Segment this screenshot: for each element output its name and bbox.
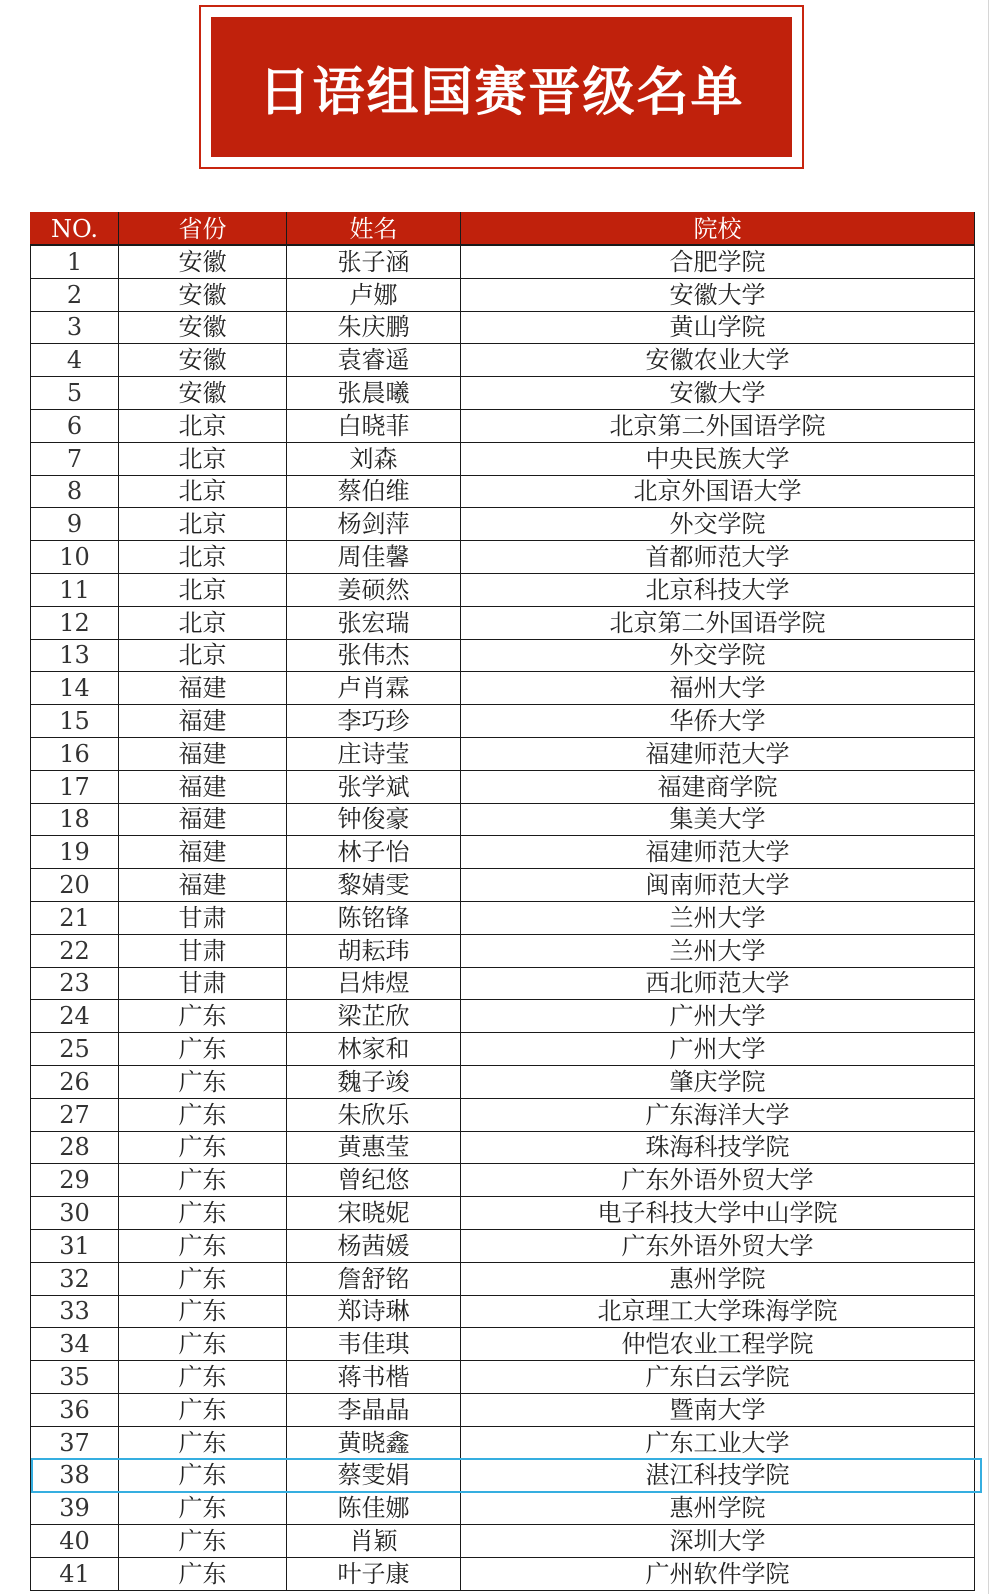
- table-header-row: [31, 213, 975, 246]
- row-school: 福建师范大学: [461, 836, 975, 869]
- row-name: 杨剑萍: [287, 508, 461, 541]
- row-number: 27: [31, 1098, 119, 1131]
- row-number: 17: [31, 770, 119, 803]
- row-number: 4: [31, 344, 119, 377]
- table-row: [31, 1525, 975, 1558]
- table-row: [31, 737, 975, 770]
- table-row: [31, 934, 975, 967]
- table-row: [31, 1295, 975, 1328]
- table-row: [31, 1197, 975, 1230]
- table-row: [31, 1033, 975, 1066]
- row-name: 曾纪悠: [287, 1164, 461, 1197]
- row-name: 朱庆鹏: [287, 311, 461, 344]
- row-province: 北京: [119, 409, 287, 442]
- page-edge-line: [988, 0, 989, 1594]
- row-province: 福建: [119, 737, 287, 770]
- table-row: [31, 278, 975, 311]
- row-name: 林子怡: [287, 836, 461, 869]
- row-name: 刘森: [287, 442, 461, 475]
- row-province: 安徽: [119, 311, 287, 344]
- row-school: 电子科技大学中山学院: [461, 1197, 975, 1230]
- row-name: 周佳馨: [287, 541, 461, 574]
- row-school: 福州大学: [461, 672, 975, 705]
- row-province: 广东: [119, 1229, 287, 1262]
- row-province: 广东: [119, 1393, 287, 1426]
- row-name: 李巧珍: [287, 705, 461, 738]
- row-name: 宋晓妮: [287, 1197, 461, 1230]
- row-number: 19: [31, 836, 119, 869]
- row-province: 安徽: [119, 278, 287, 311]
- table-row: [31, 573, 975, 606]
- table-row: [31, 508, 975, 541]
- row-name: 张伟杰: [287, 639, 461, 672]
- row-school: 湛江科技学院: [461, 1459, 975, 1492]
- row-name: 张子涵: [287, 245, 461, 278]
- row-school: 惠州学院: [461, 1262, 975, 1295]
- row-number: 6: [31, 409, 119, 442]
- row-number: 40: [31, 1525, 119, 1558]
- table-row: [31, 1426, 975, 1459]
- advancement-table: [30, 212, 975, 1591]
- row-number: 16: [31, 737, 119, 770]
- table-row: [31, 1459, 975, 1492]
- row-province: 广东: [119, 1131, 287, 1164]
- table-row: [31, 1361, 975, 1394]
- row-number: 32: [31, 1262, 119, 1295]
- row-name: 卢娜: [287, 278, 461, 311]
- row-province: 福建: [119, 836, 287, 869]
- row-number: 34: [31, 1328, 119, 1361]
- row-name: 郑诗琳: [287, 1295, 461, 1328]
- title-banner-fill: [211, 17, 792, 157]
- row-number: 38: [31, 1459, 119, 1492]
- row-number: 35: [31, 1361, 119, 1394]
- row-name: 姜硕然: [287, 573, 461, 606]
- table-row: [31, 1131, 975, 1164]
- table-row: [31, 869, 975, 902]
- row-name: 蒋书楷: [287, 1361, 461, 1394]
- row-school: 安徽农业大学: [461, 344, 975, 377]
- row-school: 暨南大学: [461, 1393, 975, 1426]
- row-school: 广州大学: [461, 1000, 975, 1033]
- row-province: 安徽: [119, 344, 287, 377]
- row-province: 广东: [119, 1000, 287, 1033]
- table-row: [31, 541, 975, 574]
- table-body: [31, 245, 975, 1590]
- row-name: 肖颖: [287, 1525, 461, 1558]
- row-school: 深圳大学: [461, 1525, 975, 1558]
- row-province: 广东: [119, 1426, 287, 1459]
- row-province: 甘肃: [119, 967, 287, 1000]
- table-row: [31, 639, 975, 672]
- row-school: 西北师范大学: [461, 967, 975, 1000]
- row-number: 28: [31, 1131, 119, 1164]
- row-number: 39: [31, 1492, 119, 1525]
- row-number: 12: [31, 606, 119, 639]
- row-number: 15: [31, 705, 119, 738]
- row-province: 北京: [119, 541, 287, 574]
- row-province: 北京: [119, 639, 287, 672]
- row-number: 9: [31, 508, 119, 541]
- row-name: 蔡伯维: [287, 475, 461, 508]
- row-number: 37: [31, 1426, 119, 1459]
- row-name: 黄晓鑫: [287, 1426, 461, 1459]
- row-number: 20: [31, 869, 119, 902]
- row-name: 张晨曦: [287, 377, 461, 410]
- row-school: 外交学院: [461, 639, 975, 672]
- row-number: 2: [31, 278, 119, 311]
- table-row: [31, 1000, 975, 1033]
- row-name: 卢肖霖: [287, 672, 461, 705]
- row-province: 广东: [119, 1492, 287, 1525]
- table-row: [31, 1229, 975, 1262]
- row-name: 詹舒铭: [287, 1262, 461, 1295]
- row-number: 1: [31, 245, 119, 278]
- table-row: [31, 1164, 975, 1197]
- table-row: [31, 1262, 975, 1295]
- table-row: [31, 836, 975, 869]
- header-name: 姓名: [287, 213, 461, 246]
- table-row: [31, 344, 975, 377]
- row-province: 北京: [119, 442, 287, 475]
- row-province: 广东: [119, 1033, 287, 1066]
- row-province: 福建: [119, 770, 287, 803]
- row-school: 黄山学院: [461, 311, 975, 344]
- table-row: [31, 1393, 975, 1426]
- row-province: 广东: [119, 1328, 287, 1361]
- row-number: 7: [31, 442, 119, 475]
- row-number: 29: [31, 1164, 119, 1197]
- row-school: 福建商学院: [461, 770, 975, 803]
- row-school: 北京第二外国语学院: [461, 606, 975, 639]
- row-number: 3: [31, 311, 119, 344]
- table-row: [31, 475, 975, 508]
- table-row: [31, 901, 975, 934]
- row-name: 白晓菲: [287, 409, 461, 442]
- row-number: 5: [31, 377, 119, 410]
- row-province: 安徽: [119, 245, 287, 278]
- table-row: [31, 1492, 975, 1525]
- row-province: 广东: [119, 1295, 287, 1328]
- row-number: 26: [31, 1065, 119, 1098]
- row-school: 外交学院: [461, 508, 975, 541]
- row-school: 安徽大学: [461, 278, 975, 311]
- row-name: 魏子竣: [287, 1065, 461, 1098]
- row-school: 北京第二外国语学院: [461, 409, 975, 442]
- row-name: 韦佳琪: [287, 1328, 461, 1361]
- row-province: 广东: [119, 1262, 287, 1295]
- table-row: [31, 377, 975, 410]
- row-number: 14: [31, 672, 119, 705]
- row-province: 广东: [119, 1361, 287, 1394]
- header-no: NO.: [31, 213, 119, 246]
- title-banner: [199, 5, 804, 169]
- row-school: 集美大学: [461, 803, 975, 836]
- row-number: 31: [31, 1229, 119, 1262]
- row-school: 北京科技大学: [461, 573, 975, 606]
- row-school: 合肥学院: [461, 245, 975, 278]
- row-school: 首都师范大学: [461, 541, 975, 574]
- row-number: 22: [31, 934, 119, 967]
- row-number: 13: [31, 639, 119, 672]
- row-name: 黄惠莹: [287, 1131, 461, 1164]
- row-name: 吕炜煜: [287, 967, 461, 1000]
- row-number: 33: [31, 1295, 119, 1328]
- table-row: [31, 442, 975, 475]
- row-number: 8: [31, 475, 119, 508]
- row-province: 甘肃: [119, 901, 287, 934]
- row-province: 广东: [119, 1459, 287, 1492]
- row-province: 北京: [119, 508, 287, 541]
- row-province: 福建: [119, 672, 287, 705]
- row-school: 广东海洋大学: [461, 1098, 975, 1131]
- row-number: 25: [31, 1033, 119, 1066]
- row-school: 闽南师范大学: [461, 869, 975, 902]
- row-school: 珠海科技学院: [461, 1131, 975, 1164]
- row-name: 叶子康: [287, 1557, 461, 1590]
- row-number: 30: [31, 1197, 119, 1230]
- row-province: 福建: [119, 705, 287, 738]
- table-row: [31, 1098, 975, 1131]
- row-school: 福建师范大学: [461, 737, 975, 770]
- row-province: 北京: [119, 573, 287, 606]
- row-province: 广东: [119, 1197, 287, 1230]
- row-school: 北京理工大学珠海学院: [461, 1295, 975, 1328]
- row-school: 惠州学院: [461, 1492, 975, 1525]
- row-province: 安徽: [119, 377, 287, 410]
- table-row: [31, 770, 975, 803]
- row-province: 广东: [119, 1098, 287, 1131]
- row-number: 21: [31, 901, 119, 934]
- row-name: 杨茜媛: [287, 1229, 461, 1262]
- row-number: 36: [31, 1393, 119, 1426]
- table-row: [31, 672, 975, 705]
- table-row: [31, 705, 975, 738]
- row-province: 福建: [119, 869, 287, 902]
- row-province: 广东: [119, 1164, 287, 1197]
- row-school: 广东白云学院: [461, 1361, 975, 1394]
- row-school: 兰州大学: [461, 934, 975, 967]
- row-name: 陈佳娜: [287, 1492, 461, 1525]
- row-school: 肇庆学院: [461, 1065, 975, 1098]
- row-province: 北京: [119, 475, 287, 508]
- row-name: 张学斌: [287, 770, 461, 803]
- row-number: 23: [31, 967, 119, 1000]
- row-name: 胡耘玮: [287, 934, 461, 967]
- row-name: 朱欣乐: [287, 1098, 461, 1131]
- table-row: [31, 1328, 975, 1361]
- row-school: 中央民族大学: [461, 442, 975, 475]
- row-school: 仲恺农业工程学院: [461, 1328, 975, 1361]
- row-school: 广州大学: [461, 1033, 975, 1066]
- table-row: [31, 967, 975, 1000]
- row-school: 广东工业大学: [461, 1426, 975, 1459]
- row-number: 10: [31, 541, 119, 574]
- row-school: 北京外国语大学: [461, 475, 975, 508]
- row-province: 北京: [119, 606, 287, 639]
- row-number: 11: [31, 573, 119, 606]
- header-school: 院校: [461, 213, 975, 246]
- row-school: 广东外语外贸大学: [461, 1229, 975, 1262]
- table-row: [31, 1557, 975, 1590]
- row-school: 兰州大学: [461, 901, 975, 934]
- row-school: 安徽大学: [461, 377, 975, 410]
- table-row: [31, 245, 975, 278]
- row-name: 林家和: [287, 1033, 461, 1066]
- table-row: [31, 409, 975, 442]
- row-name: 梁芷欣: [287, 1000, 461, 1033]
- row-name: 张宏瑞: [287, 606, 461, 639]
- header-province: 省份: [119, 213, 287, 246]
- row-name: 陈铭锋: [287, 901, 461, 934]
- row-province: 广东: [119, 1065, 287, 1098]
- row-name: 蔡雯娟: [287, 1459, 461, 1492]
- table-row: [31, 606, 975, 639]
- row-school: 广州软件学院: [461, 1557, 975, 1590]
- row-name: 庄诗莹: [287, 737, 461, 770]
- row-name: 钟俊豪: [287, 803, 461, 836]
- table-row: [31, 311, 975, 344]
- table-row: [31, 803, 975, 836]
- row-school: 广东外语外贸大学: [461, 1164, 975, 1197]
- table-row: [31, 1065, 975, 1098]
- page-title: 日语组国赛晋级名单: [258, 62, 745, 123]
- row-number: 41: [31, 1557, 119, 1590]
- row-number: 18: [31, 803, 119, 836]
- row-province: 广东: [119, 1557, 287, 1590]
- row-province: 广东: [119, 1525, 287, 1558]
- row-name: 李晶晶: [287, 1393, 461, 1426]
- row-number: 24: [31, 1000, 119, 1033]
- row-province: 福建: [119, 803, 287, 836]
- row-name: 袁睿遥: [287, 344, 461, 377]
- row-province: 甘肃: [119, 934, 287, 967]
- row-school: 华侨大学: [461, 705, 975, 738]
- row-name: 黎婧雯: [287, 869, 461, 902]
